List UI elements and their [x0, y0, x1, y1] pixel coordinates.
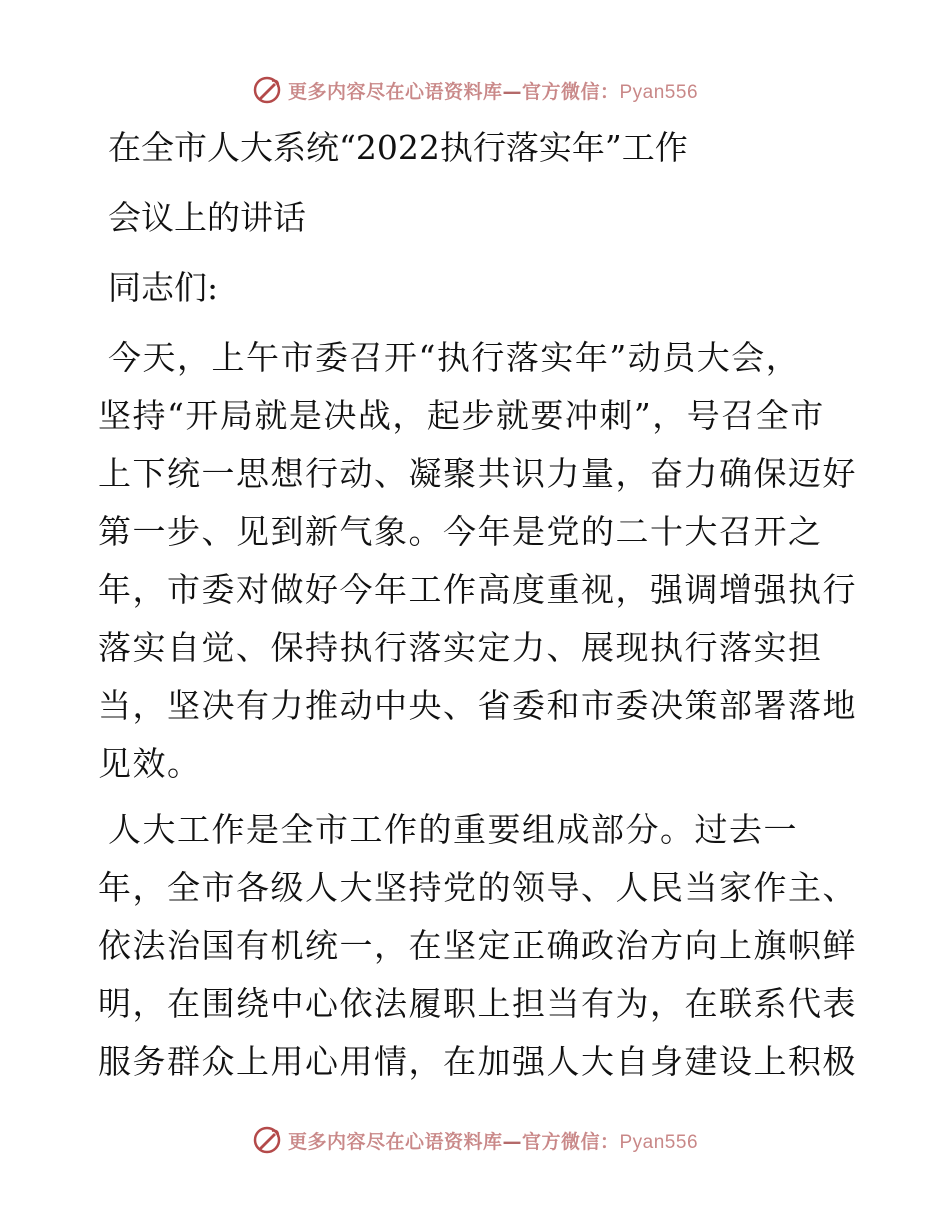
- document-title-line-2: 会议上的讲话: [108, 198, 306, 237]
- watermark-dash: —: [502, 1130, 522, 1153]
- paragraph-line: 今天，上午市委召开“执行落实年”动员大会，: [108, 338, 801, 377]
- quill-logo-icon: [252, 75, 282, 105]
- document-body: [98, 122, 858, 1094]
- paragraph-line: 第一步、见到新气象。今年是党的二十大召开之: [98, 512, 823, 551]
- paragraph-line: 依法治国有机统一，在坚定正确政治方向上旗帜鲜: [98, 926, 857, 965]
- paragraph-line: 当，坚决有力推动中央、省委和市委决策部署落地: [98, 686, 857, 725]
- watermark-id: Pyan556: [619, 81, 699, 103]
- watermark-brand: 更多内容尽在心语资料库: [287, 1130, 503, 1153]
- watermark-id: Pyan556: [619, 1131, 699, 1153]
- watermark-text: [288, 1127, 698, 1154]
- paragraph-line: 人大工作是全市工作的重要组成部分。过去一: [108, 810, 798, 849]
- quill-logo-icon: [252, 1125, 282, 1155]
- paragraph-line: 年，全市各级人大坚持党的领导、人民当家作主、: [98, 868, 857, 907]
- paragraph-line: 年，市委对做好今年工作高度重视，强调增强执行: [98, 570, 857, 609]
- salutation: 同志们:: [108, 268, 219, 307]
- paragraph-2: [98, 804, 858, 1088]
- paragraph-line: 见效。: [98, 744, 202, 783]
- watermark-footer: [0, 1120, 950, 1160]
- watermark-header: [0, 70, 950, 110]
- watermark-dash: —: [502, 80, 522, 103]
- paragraph-line: 明，在围绕中心依法履职上担当有为，在联系代表: [98, 984, 857, 1023]
- paragraph-line: 落实自觉、保持执行落实定力、展现执行落实担: [98, 628, 823, 667]
- document-title-line-1: 在全市人大系统“2022执行落实年”工作: [108, 128, 688, 167]
- paragraph-line: 坚持“开局就是决战，起步就要冲刺”，号召全市: [98, 396, 825, 435]
- paragraph-line: 上下统一思想行动、凝聚共识力量，奋力确保迈好: [98, 454, 857, 493]
- watermark-official: 官方微信：: [521, 1130, 620, 1153]
- paragraph-line: 服务群众上用心用情，在加强人大自身建设上积极: [98, 1042, 857, 1081]
- paragraph-1: [98, 332, 858, 790]
- watermark-official: 官方微信：: [521, 80, 620, 103]
- watermark-brand: 更多内容尽在心语资料库: [287, 80, 503, 103]
- watermark-text: [288, 77, 698, 104]
